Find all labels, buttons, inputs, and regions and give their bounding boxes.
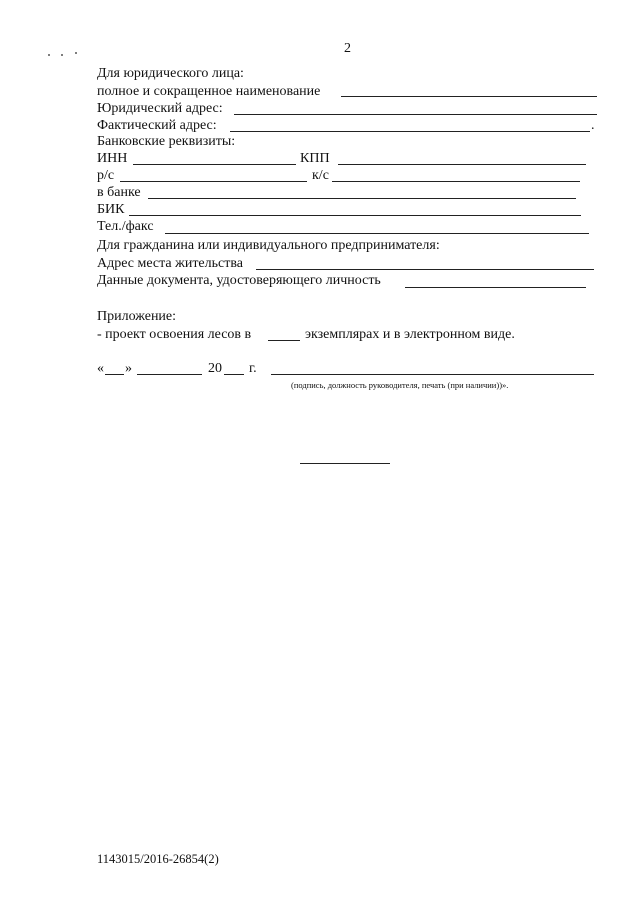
actual-address-line[interactable] xyxy=(230,131,590,132)
scan-speck xyxy=(48,54,50,56)
legal-address-label: Юридический адрес: xyxy=(97,101,223,116)
date-quote-close: » xyxy=(125,361,132,376)
bik-line[interactable] xyxy=(129,215,581,216)
bank-name-label: в банке xyxy=(97,185,141,200)
citizen-heading: Для гражданина или индивидуального предпринимателя: xyxy=(97,238,440,253)
attachment-item-prefix: - проект освоения лесов в xyxy=(97,327,252,342)
scan-speck xyxy=(75,52,77,54)
rs-label: р/с xyxy=(97,168,115,183)
separator-line xyxy=(300,463,390,464)
scan-speck xyxy=(61,54,63,56)
phone-line[interactable] xyxy=(165,233,589,234)
copies-count-line[interactable] xyxy=(268,340,300,341)
date-year-line[interactable] xyxy=(224,374,244,375)
id-document-line[interactable] xyxy=(405,287,586,288)
date-day-line[interactable] xyxy=(105,374,124,375)
signature-caption: (подпись, должность руководителя, печать (при наличии))». xyxy=(291,380,509,390)
legal-address-line[interactable] xyxy=(234,114,597,115)
rs-line[interactable] xyxy=(120,181,307,182)
signature-line[interactable] xyxy=(271,374,594,375)
date-month-line[interactable] xyxy=(137,374,202,375)
full-name-label: полное и сокращенное наименование xyxy=(97,84,321,99)
bik-label: БИК xyxy=(97,202,125,217)
bank-name-line[interactable] xyxy=(148,198,576,199)
inn-label: ИНН xyxy=(97,151,128,166)
date-quote-open: « xyxy=(97,361,104,376)
attachment-item-suffix: экземплярах и в электронном виде. xyxy=(305,327,515,342)
ks-label: к/с xyxy=(312,168,329,183)
kpp-label: КПП xyxy=(300,151,330,166)
inn-line[interactable] xyxy=(133,164,296,165)
ks-line[interactable] xyxy=(332,181,580,182)
attachment-heading: Приложение: xyxy=(97,309,177,324)
date-year-prefix: 20 xyxy=(208,361,222,376)
full-name-line[interactable] xyxy=(341,96,597,97)
actual-address-period: . xyxy=(591,118,595,133)
date-year-suffix: г. xyxy=(249,361,257,376)
actual-address-label: Фактический адрес: xyxy=(97,118,217,133)
residence-line[interactable] xyxy=(256,269,594,270)
kpp-line[interactable] xyxy=(338,164,586,165)
legal-entity-heading: Для юридического лица: xyxy=(97,66,244,81)
footer-document-code: 1143015/2016-26854(2) xyxy=(97,852,219,866)
bank-heading: Банковские реквизиты: xyxy=(97,134,236,149)
page-number: 2 xyxy=(344,41,351,56)
phone-label: Тел./факс xyxy=(97,219,154,234)
residence-label: Адрес места жительства xyxy=(97,256,243,271)
id-document-label: Данные документа, удостоверяющего личность xyxy=(97,273,381,288)
